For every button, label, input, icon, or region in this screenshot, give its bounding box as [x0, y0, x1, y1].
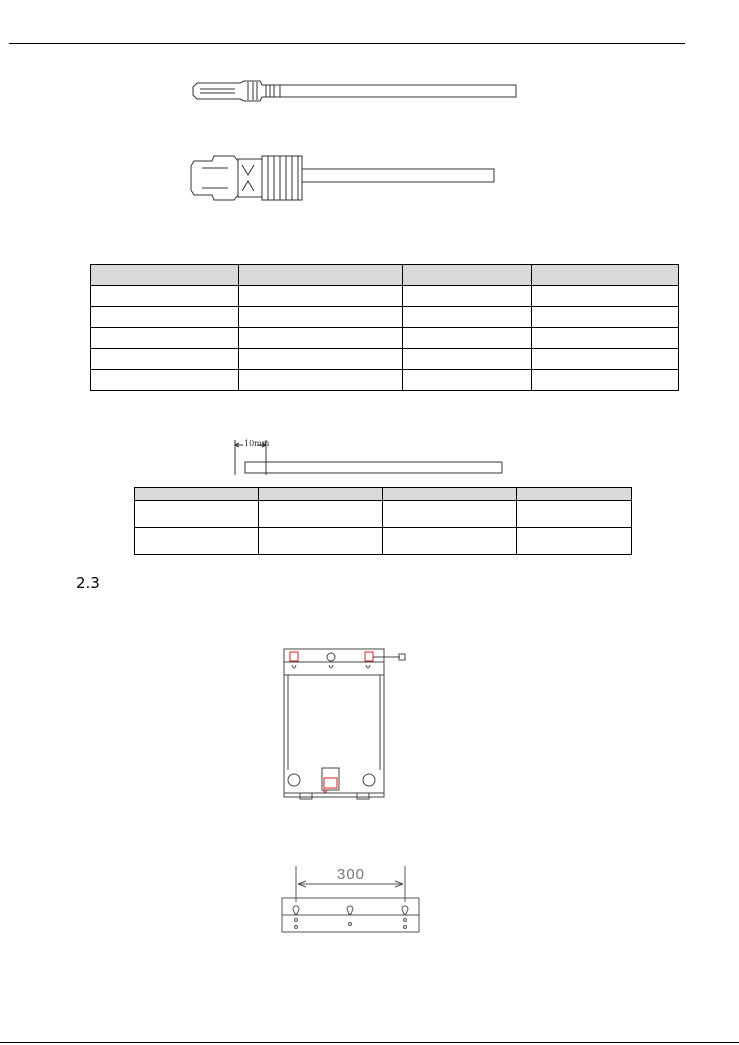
battery-back-view-figure [280, 645, 420, 805]
strip-length-label: 10mm [244, 439, 270, 448]
table-cell [259, 501, 383, 528]
table-cell [532, 307, 679, 328]
bracket-dimension-label: 300 [337, 866, 366, 883]
spec-table-1 [90, 264, 679, 391]
table-header-cell [239, 265, 403, 286]
table-cell [383, 501, 517, 528]
table-cell [517, 528, 632, 555]
table-header-cell [135, 488, 259, 501]
header-rule [9, 43, 685, 44]
table-cell [239, 328, 403, 349]
spec-table-2 [134, 487, 632, 555]
table-header-cell [403, 265, 532, 286]
table-cell [383, 528, 517, 555]
table-row [91, 307, 679, 328]
table-cell [403, 307, 532, 328]
table-cell [403, 328, 532, 349]
table-row [135, 501, 632, 528]
footer-rule [0, 1042, 739, 1043]
table-cell [135, 528, 259, 555]
table-cell [91, 307, 239, 328]
table-cell [239, 307, 403, 328]
table-cell [403, 370, 532, 391]
table-row [135, 528, 632, 555]
table-row [91, 286, 679, 307]
table-cell [532, 370, 679, 391]
table-cell [532, 349, 679, 370]
section-number: 2.3 [76, 574, 100, 592]
table-row [91, 349, 679, 370]
table-cell [135, 501, 259, 528]
table-cell [91, 349, 239, 370]
table-cell [403, 286, 532, 307]
table-cell [532, 328, 679, 349]
table-cell [259, 528, 383, 555]
table-cell [91, 328, 239, 349]
table-header-cell [383, 488, 517, 501]
pv-pin-contact-figure [190, 78, 520, 104]
table-row [91, 370, 679, 391]
table-header-row [91, 265, 679, 286]
pv-connector-housing-figure [190, 153, 500, 203]
table-cell [532, 286, 679, 307]
table-header-cell [259, 488, 383, 501]
table-header-row [135, 488, 632, 501]
table-header-cell [91, 265, 239, 286]
table-cell [91, 370, 239, 391]
table-header-cell [517, 488, 632, 501]
table-cell [239, 286, 403, 307]
table-cell [239, 370, 403, 391]
table-cell [91, 286, 239, 307]
table-header-cell [532, 265, 679, 286]
table-row [91, 328, 679, 349]
table-cell [517, 501, 632, 528]
table-cell [403, 349, 532, 370]
table-cell [239, 349, 403, 370]
cable-strip-length-figure [230, 440, 510, 480]
